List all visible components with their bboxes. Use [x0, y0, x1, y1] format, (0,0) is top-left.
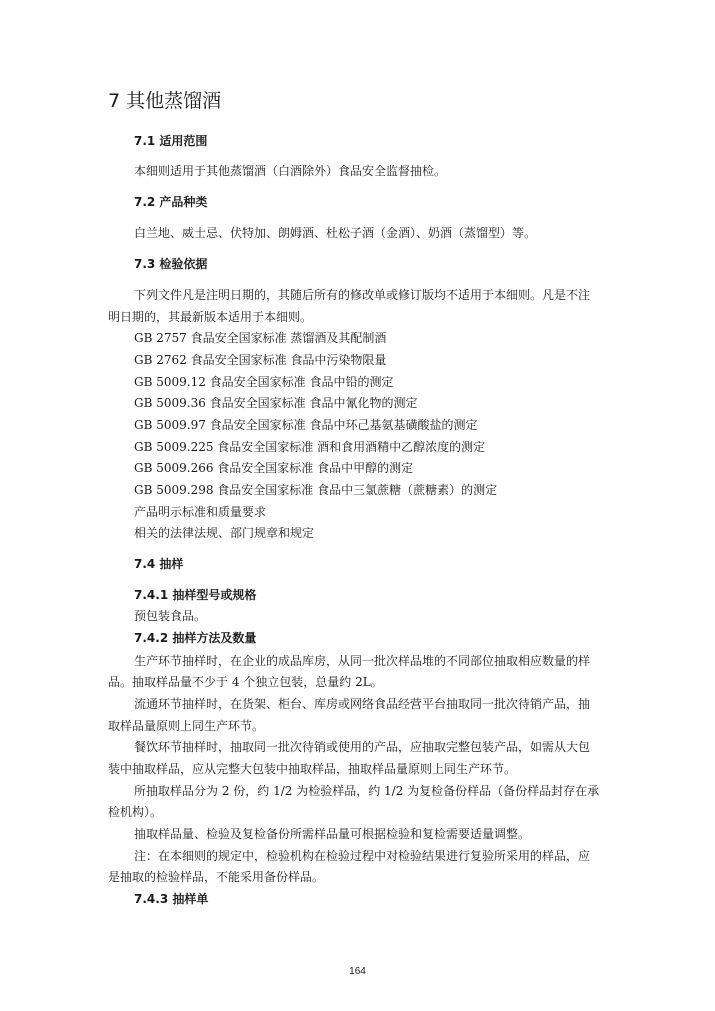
paragraph-basis-line1: 下列文件凡是注明日期的，其随后所有的修改单或修订版均不适用于本细则。凡是不注 — [134, 288, 591, 302]
heading-7-1: 7.1 适用范围 — [134, 134, 208, 148]
paragraph-line: 所抽取样品分为 2 份，约 1/2 为检验样品，约 1/2 为复检备份样品（备份样品封存在承 — [134, 784, 600, 798]
paragraph-line: 是抽取的检验样品，不能采用备份样品。 — [108, 870, 325, 884]
paragraph-line: 生产环节抽样时，在企业的成品库房，从同一批次样品堆的不同部位抽取相应数量的样 — [134, 654, 591, 668]
heading-7-3: 7.3 检验依据 — [134, 257, 208, 271]
reference-item: 产品明示标准和质量要求 — [134, 505, 267, 519]
reference-item: GB 5009.97 食品安全国家标准 食品中环己基氨基磺酸盐的测定 — [134, 418, 478, 432]
reference-item: GB 5009.36 食品安全国家标准 食品中氰化物的测定 — [134, 396, 418, 410]
reference-item: GB 5009.298 食品安全国家标准 食品中三氯蔗糖（蔗糖素）的测定 — [134, 483, 498, 497]
paragraph-line: 流通环节抽样时，在货架、柜台、库房或网络食品经营平台抽取同一批次待销产品，抽 — [134, 697, 591, 711]
paragraph-scope: 本细则适用于其他蒸馏酒（白酒除外）食品安全监督抽检。 — [134, 164, 447, 178]
reference-item: GB 2762 食品安全国家标准 食品中污染物限量 — [134, 353, 387, 367]
heading-7-2: 7.2 产品种类 — [134, 195, 208, 209]
paragraph-line: 装中抽取样品，应从完整大包装中抽取样品，抽取样品量原则上同生产环节。 — [108, 762, 517, 776]
paragraph-line: 餐饮环节抽样时，抽取同一批次待销或使用的产品，应抽取完整包装产品，如需从大包 — [134, 740, 591, 754]
paragraph-line: 品。抽取样品量不少于 4 个独立包装，总量约 2L。 — [108, 675, 383, 689]
section-title: 7 其他蒸馏酒 — [108, 90, 222, 112]
reference-item: 相关的法律法规、部门规章和规定 — [134, 526, 315, 540]
heading-7-4-3: 7.4.3 抽样单 — [134, 892, 209, 906]
paragraph-line: 注：在本细则的规定中，检验机构在检验过程中对检验结果进行复验所采用的样品，应 — [134, 849, 591, 863]
paragraph-basis-line2: 明日期的，其最新版本适用于本细则。 — [108, 310, 313, 324]
paragraph-sample-spec: 预包装食品。 — [134, 609, 207, 623]
paragraph-line: 抽取样品量、检验及复检备份所需样品量可根据检验和复检需要适量调整。 — [134, 827, 531, 841]
paragraph-line: 检机构）。 — [108, 805, 163, 819]
reference-item: GB 2757 食品安全国家标准 蒸馏酒及其配制酒 — [134, 331, 387, 345]
paragraph-line: 取样品量原则上同生产环节。 — [108, 719, 265, 733]
paragraph-product-types: 白兰地、威士忌、伏特加、朗姆酒、杜松子酒（金酒）、奶酒（蒸馏型）等。 — [134, 226, 537, 240]
page-number: 164 — [349, 966, 366, 977]
heading-7-4-2: 7.4.2 抽样方法及数量 — [134, 631, 257, 645]
reference-item: GB 5009.225 食品安全国家标准 酒和食用酒精中乙醇浓度的测定 — [134, 440, 486, 454]
heading-7-4: 7.4 抽样 — [134, 557, 184, 571]
reference-item: GB 5009.266 食品安全国家标准 食品中甲醇的测定 — [134, 461, 414, 475]
reference-item: GB 5009.12 食品安全国家标准 食品中铅的测定 — [134, 375, 394, 389]
heading-7-4-1: 7.4.1 抽样型号或规格 — [134, 588, 257, 602]
